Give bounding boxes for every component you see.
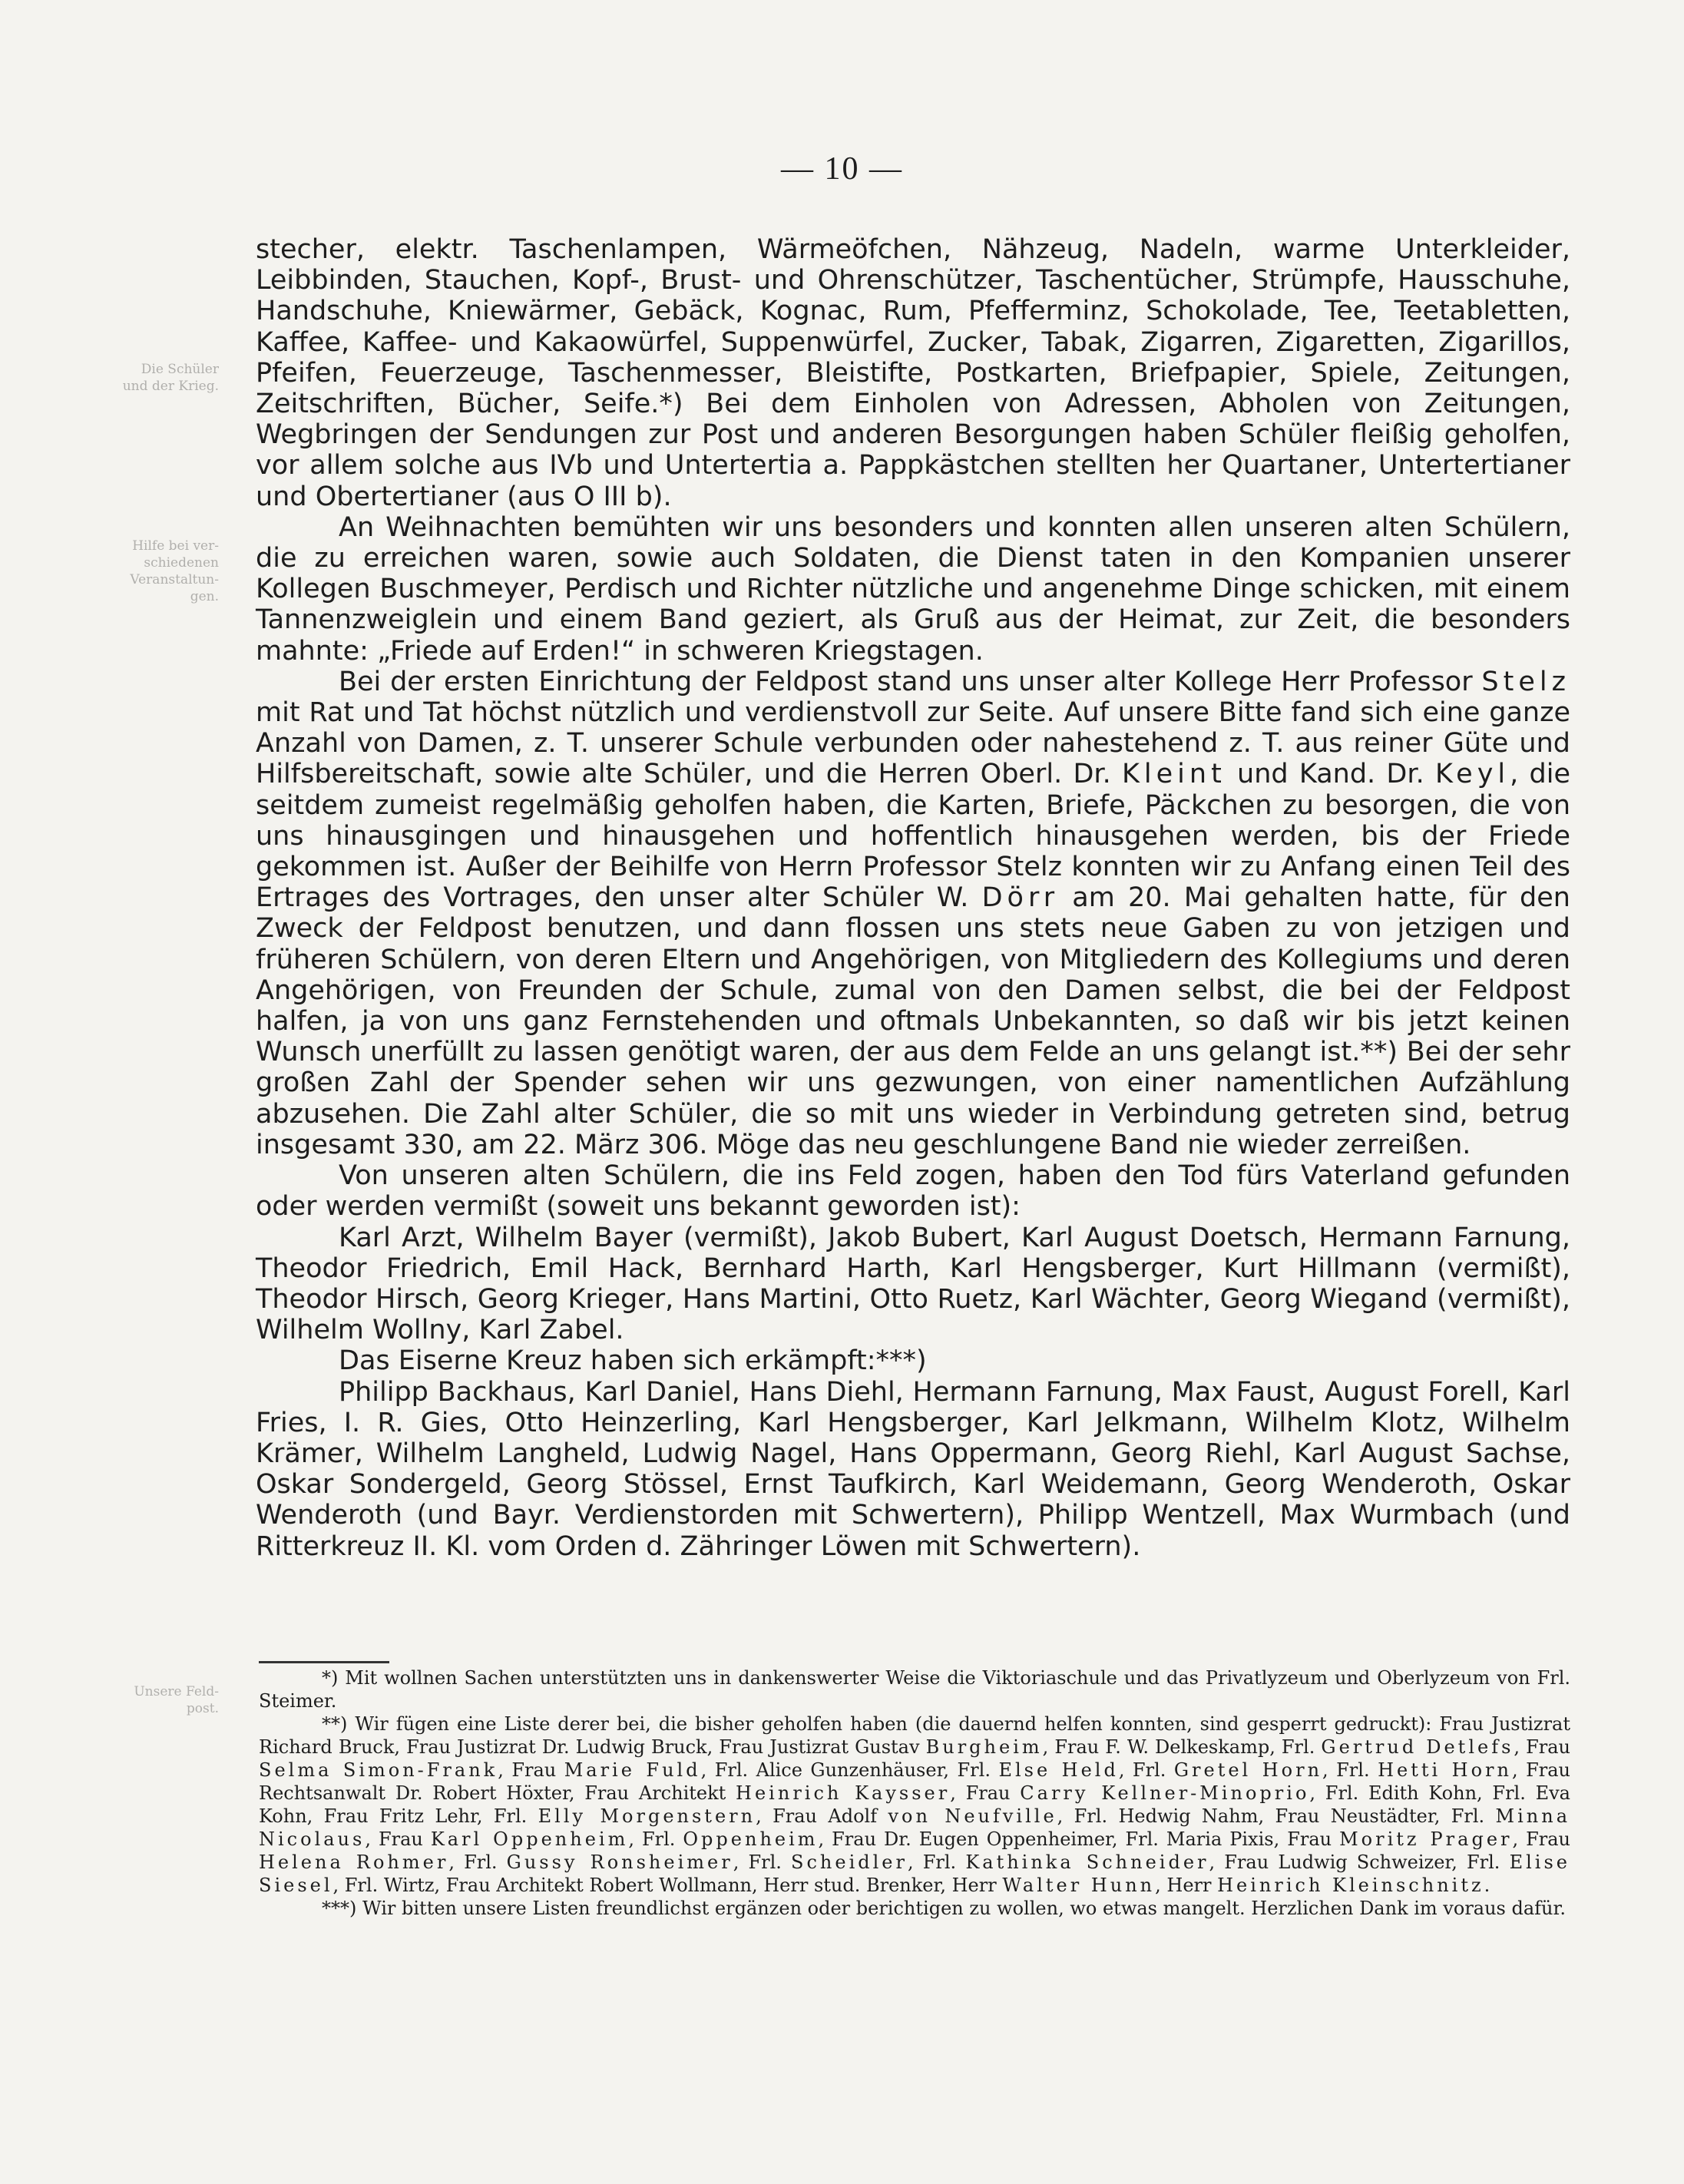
spaced-helper-name: Hetti Horn [1378, 1759, 1512, 1781]
paragraph-3 [256, 667, 1570, 1160]
spaced-helper-name: Else Held [998, 1759, 1119, 1781]
footnote-2-text-w: . [1484, 1875, 1490, 1896]
spaced-helper-name: Selma Simon-Frank [259, 1759, 498, 1781]
spaced-name-keyl: Keyl [1434, 759, 1510, 790]
spaced-helper-name: Karl Oppenheim [430, 1828, 629, 1850]
spaced-name-kleint: Kleint [1121, 759, 1226, 790]
spaced-helper-name: Elly Morgenstern [538, 1805, 756, 1827]
footnote-2-text-u: , Frl. Wirtz, Frau Architekt Robert Wollmann, Herr stud. Brenker, Herr [332, 1875, 1003, 1896]
footnote-1 [259, 1666, 1570, 1712]
spaced-helper-name: Kathinka Schneider [965, 1851, 1209, 1873]
spaced-helper-name: Gussy Ronsheimer [506, 1851, 733, 1873]
paragraph-1-text: stecher, elektr. Taschenlampen, Wärmeöfchen, Nähzeug, Nadeln, warme Unterkleider, Leibbinden, Stauchen, Kopf-, Brust- und Ohrenschützer, Taschentücher, Strümpfe, Hausschuhe, Handschuhe, Kniewärmer, Gebäck, Kognac, Rum, Pfefferminz, Schokolade, Tee, Teetabletten, Kaffee, Kaffee- und Kakaowürfel, Suppenwürfel, Zucker, Tabak, Zigarren, Zigaretten, Zigarillos, Pfeifen, Feuerzeuge, Taschenmesser, Bleistifte, Postkarten, Briefpapier, Spiele, Zeitungen, Zeitschriften, Bücher, Seife.*) Bei dem Einholen von Adressen, Abholen von Zeitungen, Wegbringen der Sendungen zur Post und anderen Besorgungen haben Schüler fleißig geholfen, vor allem solche aus IVb und Untertertia a. Pappkästchen stellten her Quartaner, Untertertianer und Obertertianer (aus O III b). [256, 234, 1570, 512]
footnote-2-text-j: , Frl. Edith Kohn, Frl. Eva Kohn, Frau Fritz Lehr, Frl. [259, 1782, 1570, 1827]
spaced-helper-name: Gretel Horn [1173, 1759, 1323, 1781]
footnote-2-text-b: , Frau F. W. Delkeskamp, Frl. [1042, 1736, 1322, 1758]
footnote-2-text-o: , Frau Dr. Eugen Oppenheimer, Frl. Maria Pixis, Frau [818, 1828, 1340, 1850]
spaced-helper-name: Gertrud Detlefs [1321, 1736, 1514, 1758]
spaced-helper-name: Burgheim [925, 1736, 1043, 1758]
spaced-helper-name: Carry Kellner-Minoprio [1020, 1782, 1310, 1804]
footnote-2-text-e: , Frl. Alice Gunzenhäuser, Frl. [700, 1759, 999, 1781]
margin-bleed-note-1: Die Schüler und der Krieg. [122, 362, 219, 394]
footnote-2-text-m: , Frau [365, 1828, 431, 1850]
footnote-2-text-s: , Frl. [907, 1851, 966, 1873]
footnote-2-text-c: , Frau [1514, 1736, 1570, 1758]
footnotes [259, 1666, 1570, 1920]
paragraph-4-text: Von unseren alten Schülern, die ins Feld zogen, haben den Tod fürs Vaterland gefunden oder werden vermißt (soweit uns bekannt geworden ist): [256, 1160, 1570, 1223]
footnote-2-text-q: , Frl. [448, 1851, 507, 1873]
spaced-helper-name: Helena Rohmer [259, 1851, 449, 1873]
paragraph-3-text-c: und Kand. Dr. [1226, 759, 1435, 790]
paragraph-2 [256, 512, 1570, 667]
footnote-2-text-p: , Frau [1512, 1828, 1571, 1850]
footnote-2-text-r: , Frl. [733, 1851, 792, 1873]
footnote-2-text-k: , Frau Adolf [756, 1805, 888, 1827]
spaced-helper-name: Minna Nicolaus [259, 1805, 1571, 1850]
paragraph-1 [256, 234, 1570, 512]
footnote-3-text: ***) Wir bitten unsere Listen freundlichst ergänzen oder berichtigen zu wollen, wo etwas mangelt. Herzlichen Dank im voraus dafür. [322, 1898, 1566, 1919]
paragraph-iron-cross-heading [256, 1345, 1570, 1376]
paragraph-2-text: An Weihnachten bemühten wir uns besonders und konnten allen unseren alten Schülern, die zu erreichen waren, sowie auch Soldaten, die Dienst taten in den Kompanien unserer Kollegen Buschmeyer, Perdisch und Richter nützliche und angenehme Dinge schicken, mit einem Tannenzweiglein und einem Band geziert, als Gruß aus der Heimat, zur Zeit, die besonders mahnte: „Friede auf Erden!“ in schweren Kriegstagen. [256, 511, 1570, 667]
footnote-1-text: *) Mit wollnen Sachen unterstützten uns in dankenswerter Weise die Viktoriaschule und das Privatlyzeum und Oberlyzeum von Frl. Steimer. [259, 1667, 1570, 1712]
footnote-2-text-l: , Frl. Hedwig Nahm, Frau Neustädter, Frl. [1057, 1805, 1496, 1827]
iron-cross-heading-text: Das Eiserne Kreuz haben sich erkämpft:***) [339, 1345, 927, 1377]
footnote-2-text-v: , Herr [1155, 1875, 1218, 1896]
margin-bleed-note-2: Hilfe bei ver- schiedenen Veranstaltun- gen. [130, 538, 219, 604]
paragraph-3-text-b: mit Rat und Tat höchst nützlich und verdienstvoll zur Seite. Auf unsere Bitte fand sich eine ganze Anzahl von Damen, z. T. unserer Schule verbunden oder nahestehend z. T. aus reiner Güte und Hilfsbereitschaft, sowie alte Schüler, und die Herren Oberl. Dr. [256, 697, 1570, 790]
iron-cross-names-text: Philipp Backhaus, Karl Daniel, Hans Diehl, Hermann Farnung, Max Faust, August Forell, Karl Fries, I. R. Gies, Otto Heinzerling, Karl Hengsberger, Karl Jelkmann, Wilhelm Klotz, Wilhelm Krämer, Wilhelm Langheld, Ludwig Nagel, Hans Oppermann, Georg Riehl, Karl August Sachse, Oskar Sondergeld, Georg Stössel, Ernst Taufkirch, Karl Weidemann, Georg Wenderoth, Oskar Wenderoth (und Bayr. Verdienstorden mit Schwertern), Philipp Wentzell, Max Wurmbach (und Ritterkreuz II. Kl. vom Orden d. Zähringer Löwen mit Schwertern). [256, 1376, 1570, 1562]
paragraph-iron-cross-list [256, 1377, 1570, 1562]
paragraph-fallen-list [256, 1223, 1570, 1346]
paragraph-3-text-a: Bei der ersten Einrichtung der Feldpost stand uns unser alter Kollege Herr Professor [339, 666, 1482, 697]
spaced-helper-name: Scheidler [791, 1851, 908, 1873]
spaced-name-stelz: Stelz [1481, 666, 1570, 697]
footnote-2-text-h: , Frau Rechtsanwalt Dr. Robert Höxter, Frau Architekt [259, 1759, 1570, 1804]
footnote-2-text-i: , Frau [950, 1782, 1021, 1804]
footnote-2-text-f: , Frl. [1118, 1759, 1174, 1781]
spaced-helper-name: Moritz Prager [1339, 1828, 1513, 1850]
footnote-2-text-n: , Frl. [628, 1828, 683, 1850]
footnote-2-text-a: **) Wir fügen eine Liste derer bei, die bisher geholfen haben (die dauernd helfen konnten, sind gesperrt gedruckt): Frau Justizrat Richard Bruck, Frau Justizrat Dr. Ludwig Bruck, Frau Justizrat Gustav [259, 1713, 1570, 1758]
spaced-helper-name: Oppenheim [683, 1828, 819, 1850]
paragraph-3-text-d: , die seitdem zumeist regelmäßig geholfen haben, die Karten, Briefe, Päckchen zu besorgen, die von uns hinausgingen und hinausgehen und hoffentlich hinausgehen werden, bis der Friede gekommen ist. Außer der Beihilfe von Herrn Professor Stelz konnten wir zu Anfang einen Teil des Ertrages des Vortrages, den unser alter Schüler W. [256, 759, 1570, 914]
footnote-2-text-d: , Frau [498, 1759, 564, 1781]
margin-bleed-note-3: Unsere Feld- post. [134, 1684, 219, 1716]
spaced-helper-name: Marie Fuld [564, 1759, 701, 1781]
footnote-2-text-t: , Frau Ludwig Schweizer, Frl. [1209, 1851, 1510, 1873]
footnote-3 [259, 1897, 1570, 1920]
paragraph-3-text-e: am 20. Mai gehalten hatte, für den Zweck der Feldpost benutzen, und dann flossen uns stets neue Gaben zu von jetzigen und früheren Schülern, von deren Eltern und Angehörigen, von Mitgliedern des Kollegiums und deren Angehörigen, von Freunden der Schule, zumal von den Damen selbst, die bei der Feldpost halfen, ja von uns ganz Fernstehenden und oftmals Unbekannten, so daß wir bis jetzt keinen Wunsch unerfüllt zu lassen genötigt waren, der aus dem Felde an uns gelangt ist.**) Bei der sehr großen Zahl der Spender sehen wir uns gezwungen, von einer namentlichen Aufzählung abzusehen. Die Zahl alter Schüler, die so mit uns wieder in Verbindung getreten sind, betrug insgesamt 330, am 22. März 306. Möge das neu geschlungene Band nie wieder zerreißen. [256, 882, 1570, 1160]
spaced-helper-name: Heinrich Kaysser [736, 1782, 951, 1804]
footnote-divider [259, 1661, 389, 1663]
spaced-helper-name: Heinrich Kleinschnitz [1217, 1875, 1484, 1896]
page-number: — 10 — [781, 151, 903, 187]
spaced-helper-name: Elise Siesel [259, 1851, 1570, 1896]
fallen-names-text: Karl Arzt, Wilhelm Bayer (vermißt), Jakob Bubert, Karl August Doetsch, Hermann Farnung, Theodor Friedrich, Emil Hack, Bernhard Harth, Karl Hengsberger, Kurt Hillmann (vermißt), Theodor Hirsch, Georg Krieger, Hans Martini, Otto Ruetz, Karl Wächter, Georg Wiegand (vermißt), Wilhelm Wollny, Karl Zabel. [256, 1222, 1570, 1346]
spaced-name-doerr: Dörr [981, 882, 1060, 914]
body-text [256, 234, 1570, 1562]
footnote-2 [259, 1712, 1570, 1897]
footnote-2-text-g: , Frl. [1322, 1759, 1378, 1781]
spaced-helper-name: Walter Hunn [1002, 1875, 1156, 1896]
spaced-helper-name: von Neufville [888, 1805, 1057, 1827]
paragraph-4 [256, 1160, 1570, 1222]
